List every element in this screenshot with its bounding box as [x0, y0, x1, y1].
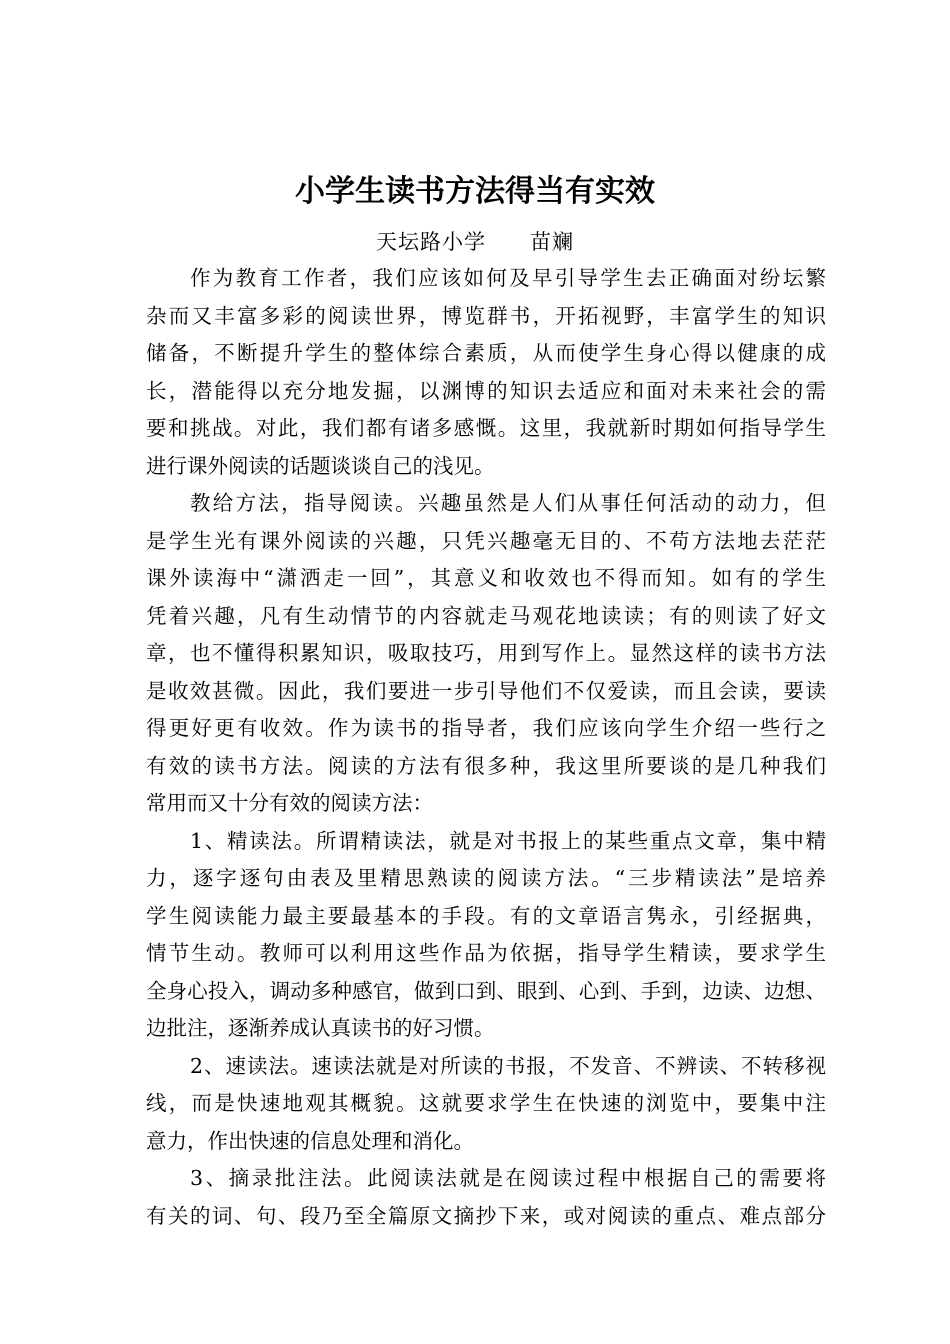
- body-text-line: 是收效甚微。因此，我们要进一步引导他们不仅爱读，而且会读，要读: [146, 678, 826, 703]
- document-title: 小学生读书方法得当有实效: [295, 174, 655, 209]
- body-text-line: 3、摘录批注法。此阅读法就是在阅读过程中根据自己的需要将: [190, 1166, 826, 1190]
- body-text-line: 教给方法，指导阅读。兴趣虽然是人们从事任何活动的动力，但: [190, 491, 826, 515]
- body-text-line: 章，也不懂得积累知识，吸取技巧，用到写作上。显然这样的读书方法: [146, 641, 826, 665]
- byline-author: 苗斓: [530, 230, 574, 254]
- body-text-line: 进行课外阅读的话题谈谈自己的浅见。: [146, 453, 495, 478]
- body-text-line: 长，潜能得以充分地发掘，以渊博的知识去适应和面对未来社会的需: [146, 378, 826, 403]
- body-text-line: 杂而又丰富多彩的阅读世界，博览群书，开拓视野，丰富学生的知识: [146, 303, 826, 328]
- body-text-line: 力，逐字逐句由表及里精思熟读的阅读方法。“三步精读法”是培养: [146, 866, 826, 890]
- byline: [0, 226, 950, 256]
- body-text-line: 1、精读法。所谓精读法，就是对书报上的某些重点文章，集中精: [190, 828, 826, 853]
- body-text-line: 线，而是快速地观其概貌。这就要求学生在快速的浏览中，要集中注: [146, 1091, 826, 1115]
- body-text-line: 边批注，逐渐养成认真读书的好习惯。: [146, 1016, 495, 1040]
- body-text-line: 有效的读书方法。阅读的方法有很多种，我这里所要谈的是几种我们: [146, 753, 826, 778]
- document-body: [146, 260, 826, 1235]
- body-text-line: 凭着兴趣，凡有生动情节的内容就走马观花地读读；有的则读了好文: [146, 603, 826, 628]
- body-text-line: 得更好更有收效。作为读书的指导者，我们应该向学生介绍一些行之: [146, 716, 826, 740]
- body-text-line: 课外读海中“潇洒走一回”，其意义和收效也不得而知。如有的学生: [146, 566, 826, 590]
- body-text-line: 常用而又十分有效的阅读方法：: [146, 791, 433, 815]
- body-text-line: 是学生光有课外阅读的兴趣，只凭兴趣毫无目的、不苟方法地去茫茫: [146, 528, 826, 553]
- body-text-line: 2、速读法。速读法就是对所读的书报，不发音、不辨读、不转移视: [190, 1053, 826, 1078]
- body-text-line: 学生阅读能力最主要最基本的手段。有的文章语言隽永，引经据典，: [146, 903, 826, 928]
- body-text-line: 有关的词、句、段乃至全篇原文摘抄下来，或对阅读的重点、难点部分: [146, 1203, 826, 1228]
- body-text-line: 作为教育工作者，我们应该如何及早引导学生去正确面对纷坛繁: [190, 266, 826, 290]
- body-text-line: 要和挑战。对此，我们都有诸多感慨。这里，我就新时期如何指导学生: [146, 416, 826, 440]
- body-text-line: 情节生动。教师可以利用这些作品为依据，指导学生精读，要求学生: [146, 941, 826, 965]
- byline-school: 天坛路小学: [376, 230, 486, 254]
- body-text-line: 储备，不断提升学生的整体综合素质，从而使学生身心得以健康的成: [146, 341, 826, 365]
- body-text-line: 全身心投入，调动多种感官，做到口到、眼到、心到、手到，边读、边想、: [146, 978, 826, 1003]
- body-text-line: 意力，作出快速的信息处理和消化。: [146, 1128, 474, 1153]
